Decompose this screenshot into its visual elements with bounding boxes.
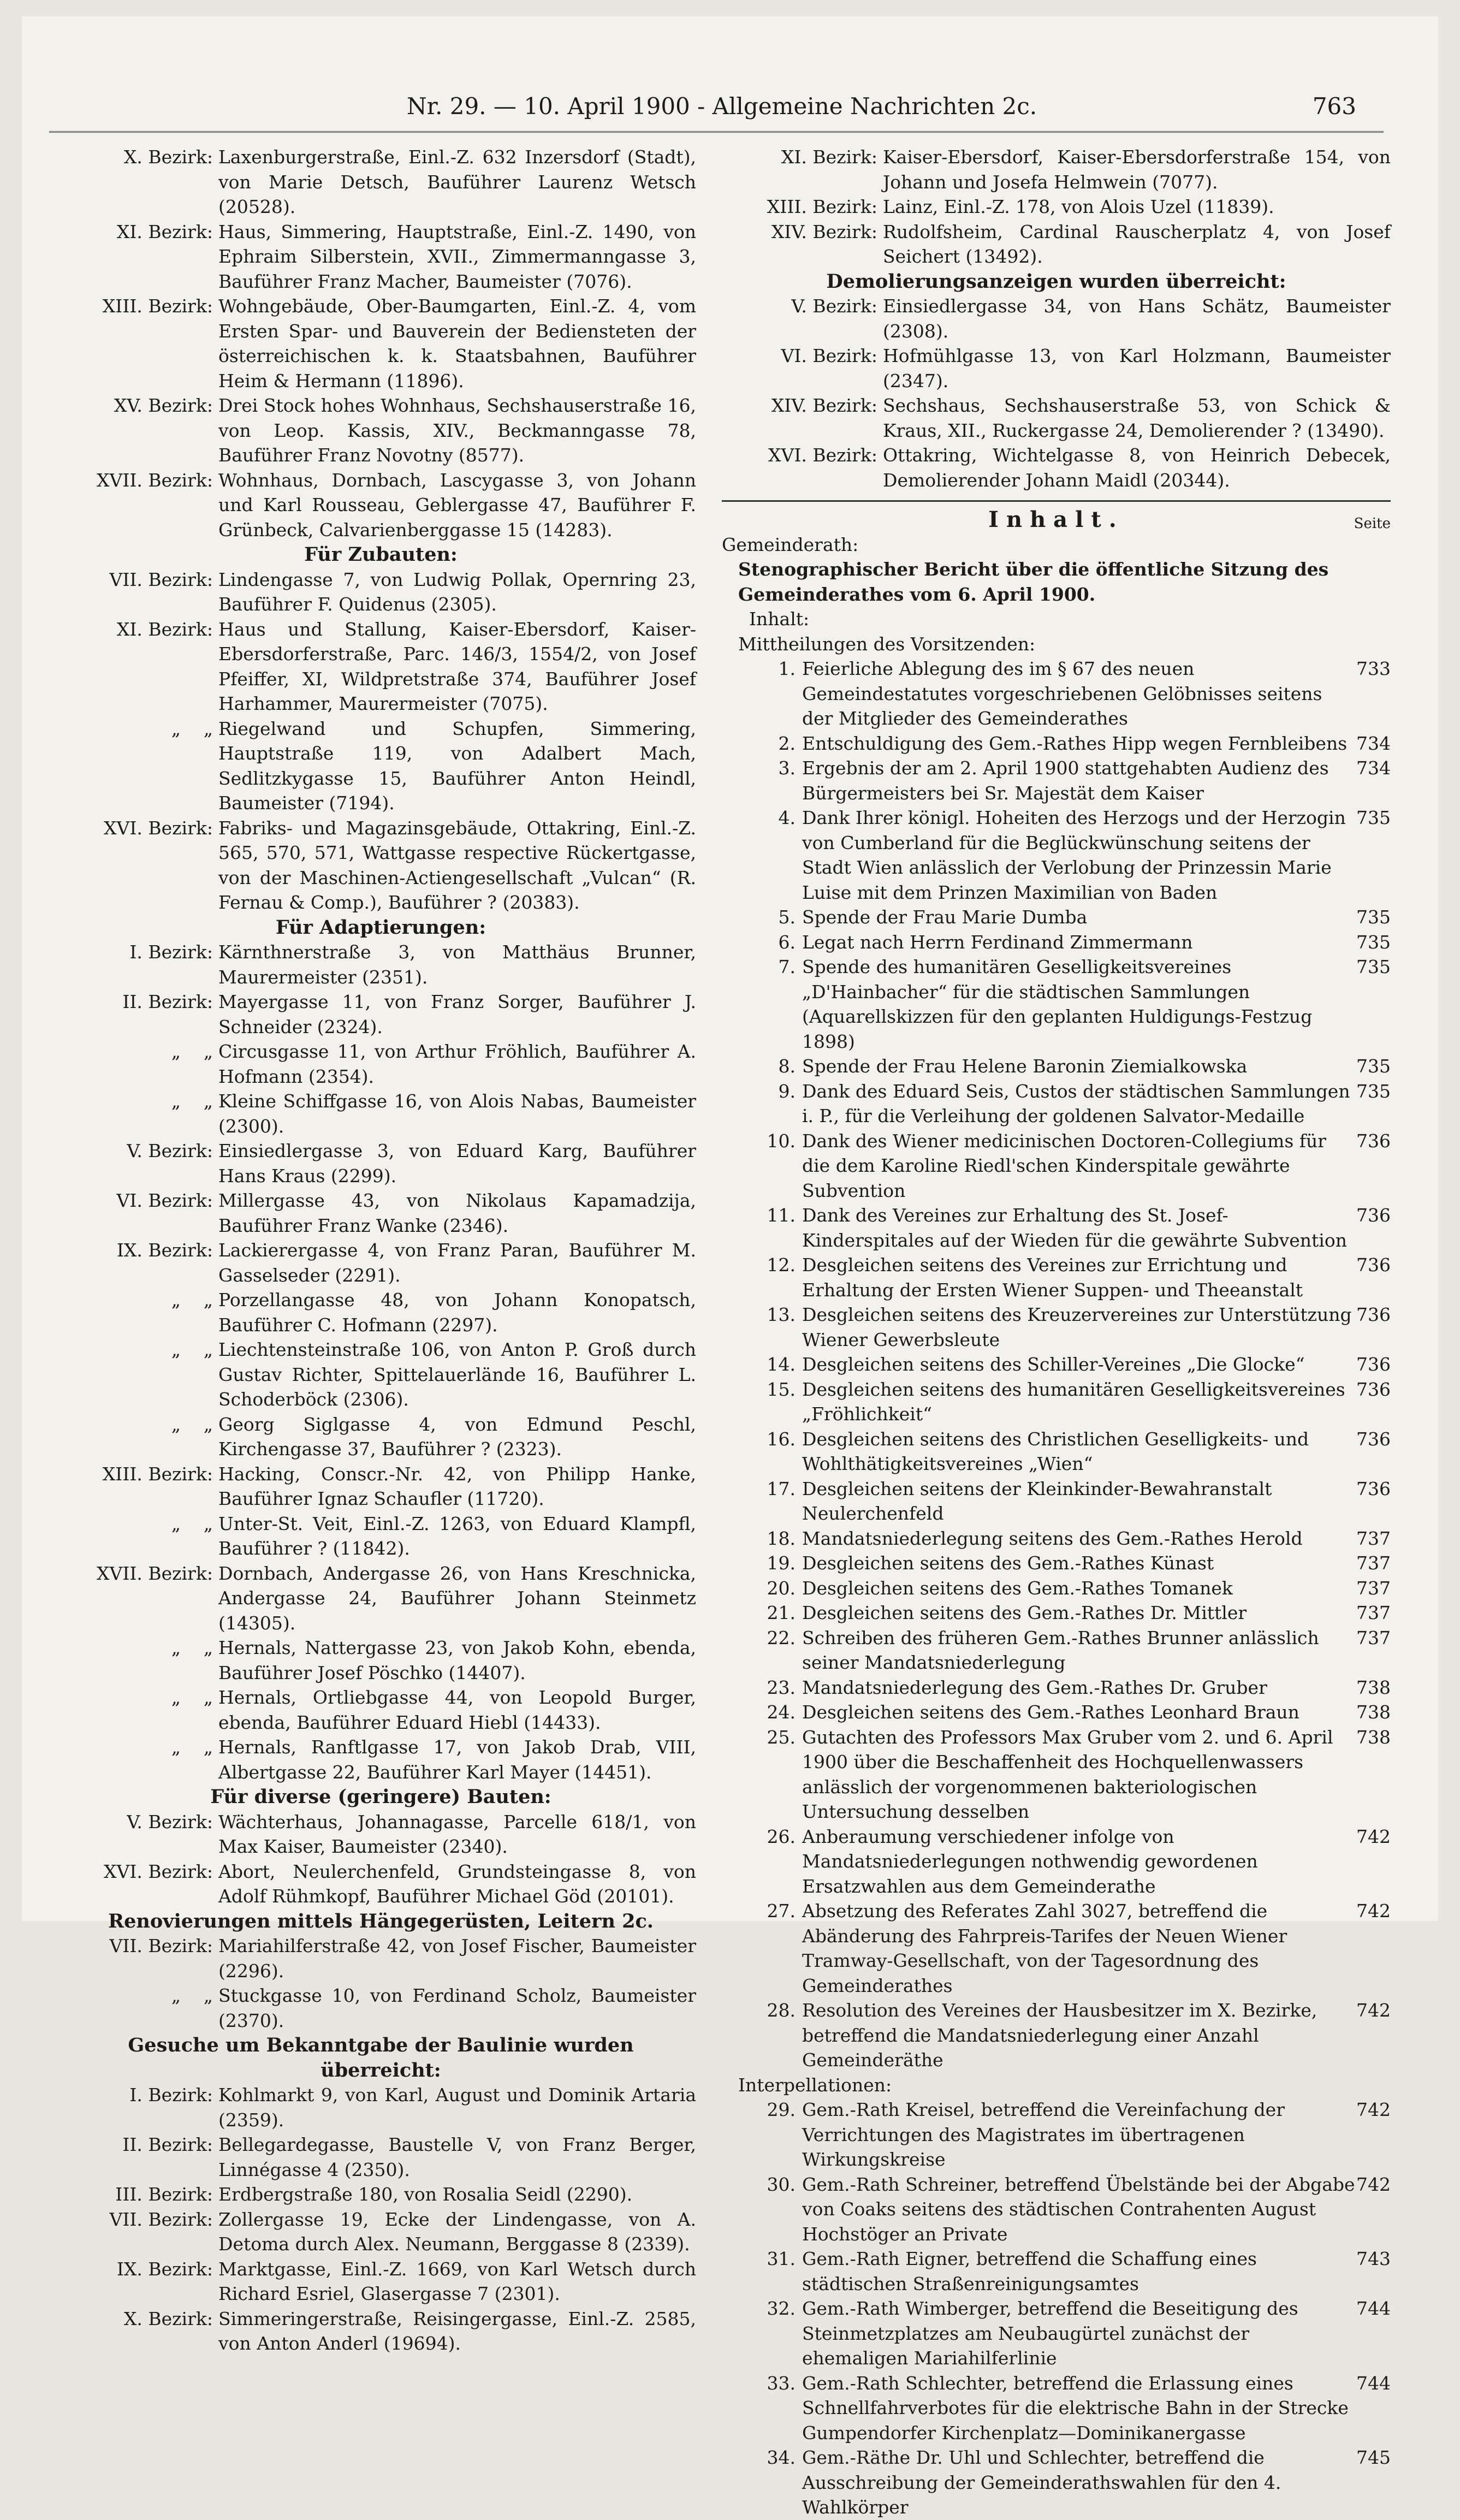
item-text: Entschuldigung des Gem.-Rathes Hipp wegen Fernbleibens — [802, 732, 1348, 754]
item-number: 4. — [778, 807, 796, 828]
contents-item — [722, 1352, 1391, 1377]
entry-text: Hofmühlgasse 13, von Karl Holzmann, Baumeister (2347). — [883, 345, 1391, 392]
item-text: Dank des Wiener medicinischen Doctoren-Collegiums für die dem Karoline Riedl'schen Kinderspitale gewährte Subvention — [802, 1130, 1326, 1201]
item-text: Desgleichen seitens des Gem.-Rathes Künast — [802, 1552, 1214, 1574]
item-number: 17. — [767, 1478, 796, 1499]
item-text: Desgleichen seitens des Gem.-Rathes Dr. Mittler — [802, 1602, 1247, 1623]
item-number: 25. — [767, 1726, 796, 1748]
item-number: 18. — [767, 1527, 796, 1549]
item-number: 20. — [767, 1577, 796, 1599]
district-entry — [66, 940, 696, 989]
item-page: 744 — [1356, 2372, 1391, 2394]
district-label: „ „ — [171, 1637, 213, 1658]
district-label: „ „ — [171, 1090, 213, 1112]
district-label: V. Bezirk: — [127, 1140, 213, 1161]
entry-text: Lackierergasse 4, von Franz Paran, Bauführer M. Gasselseder (2291). — [218, 1240, 696, 1286]
district-entry — [722, 220, 1391, 269]
item-text: Gem.-Rath Schreiner, betreffend Übelstände bei der Abgabe von Coaks seitens des städtischen Contrahenten August Hochstöger an Private — [802, 2173, 1355, 2245]
district-label: X. Bezirk: — [123, 2308, 213, 2329]
item-text: Gem.-Rath Eigner, betreffend die Schaffung eines städtischen Straßenreinigungsamtes — [802, 2248, 1257, 2294]
contents-item — [722, 905, 1391, 930]
item-number: 19. — [767, 1552, 796, 1574]
contents-item — [722, 2172, 1391, 2247]
contents-list-a — [722, 656, 1391, 2073]
contents-item — [722, 1998, 1391, 2073]
contents-header — [722, 507, 1391, 532]
item-page: 735 — [1356, 807, 1391, 828]
item-text: Gem.-Rath Kreisel, betreffend die Vereinfachung der Verrichtungen des Magistrates im übertragenen Wirkungskreise — [802, 2099, 1285, 2170]
item-number: 24. — [767, 1701, 796, 1723]
district-entry — [722, 343, 1391, 393]
item-number: 15. — [767, 1378, 796, 1400]
item-text: Schreiben des früheren Gem.-Rathes Brunner anlässlich seiner Mandatsniederlegung — [802, 1627, 1319, 1673]
item-page: 744 — [1356, 2298, 1391, 2319]
item-number: 8. — [778, 1056, 796, 1077]
district-entry — [66, 393, 696, 468]
item-number: 3. — [778, 757, 796, 779]
district-entry — [722, 194, 1391, 220]
contents-item — [722, 1129, 1391, 1203]
contents-item — [722, 656, 1391, 731]
item-number: 23. — [767, 1676, 796, 1698]
item-number: 10. — [767, 1130, 796, 1152]
item-number: 6. — [778, 931, 796, 953]
district-entry — [66, 1337, 696, 1412]
entry-text: Kohlmarkt 9, von Karl, August und Dominik Artaria (2359). — [218, 2084, 696, 2131]
item-page: 735 — [1356, 1056, 1391, 1077]
item-text: Gem.-Rath Wimberger, betreffend die Beseitigung des Steinmetzplatzes am Neubaugürtel zunächst der ehemaligen Mariahilferlinie — [802, 2298, 1298, 2369]
district-entry — [66, 2257, 696, 2306]
item-page: 737 — [1356, 1602, 1391, 1623]
entry-text: Laxenburgerstraße, Einl.-Z. 632 Inzersdorf (Stadt), von Marie Detsch, Bauführer Laurenz Wetsch (20528). — [218, 146, 696, 217]
item-page: 742 — [1356, 2173, 1391, 2195]
district-entry — [66, 1859, 696, 1909]
district-entry — [66, 2083, 696, 2132]
item-page: 736 — [1356, 1428, 1391, 1450]
item-page: 743 — [1356, 2248, 1391, 2269]
item-page: 742 — [1356, 1825, 1391, 1847]
contents-item — [722, 1700, 1391, 1725]
item-number: 9. — [778, 1080, 796, 1102]
item-page: 736 — [1356, 1254, 1391, 1276]
newspaper-page — [22, 16, 1438, 2518]
section-heading: Für diverse (geringere) Bauten: — [210, 1786, 551, 1808]
entry-text: Hacking, Conscr.-Nr. 42, von Philipp Hanke, Bauführer Ignaz Schaufler (11720). — [218, 1463, 696, 1509]
item-number: 31. — [767, 2248, 796, 2269]
item-text: Desgleichen seitens der Kleinkinder-Bewahranstalt Neulerchenfeld — [802, 1478, 1272, 1524]
item-number: 34. — [767, 2447, 796, 2468]
entry-text: Haus, Simmering, Hauptstraße, Einl.-Z. 1490, von Ephraim Silberstein, XVII., Zimmermanngasse 3, Bauführer Franz Macher, Baumeister (7076). — [218, 221, 696, 292]
item-page: 738 — [1356, 1676, 1391, 1698]
item-page: 733 — [1356, 658, 1391, 679]
contents-item — [722, 930, 1391, 955]
contents-item — [722, 1824, 1391, 1899]
district-label: XIV. Bezirk: — [771, 395, 877, 416]
section-heading: Demolierungsanzeigen wurden überreicht: — [826, 270, 1286, 293]
district-entry — [722, 393, 1391, 443]
item-number: 29. — [767, 2099, 796, 2120]
page-header — [87, 93, 1356, 137]
entry-text: Lindengasse 7, von Ludwig Pollak, Opernring 23, Bauführer F. Quidenus (2305). — [218, 568, 696, 615]
item-page: 742 — [1356, 2000, 1391, 2021]
item-page: 735 — [1356, 1080, 1391, 1102]
district-label: V. Bezirk: — [791, 295, 877, 317]
item-number: 33. — [767, 2372, 796, 2394]
right-top-entries — [722, 145, 1391, 493]
district-label: XI. Bezirk: — [781, 146, 877, 168]
item-number: 27. — [767, 1900, 796, 1922]
district-label: VI. Bezirk: — [781, 345, 877, 366]
entry-text: Wohnhaus, Dornbach, Lascygasse 3, von Johann und Karl Rousseau, Geblergasse 47, Bauführer F. Grünbeck, Calvarienberggasse 15 (14283). — [218, 469, 696, 541]
entry-text: Erdbergstraße 180, von Rosalia Seidl (2290). — [218, 2184, 633, 2205]
contents-separator — [722, 500, 1391, 502]
item-number: 5. — [778, 906, 796, 928]
item-page: 735 — [1356, 931, 1391, 953]
district-entry — [66, 145, 696, 220]
entry-text: Lainz, Einl.-Z. 178, von Alois Uzel (11839). — [883, 196, 1274, 217]
district-entry — [66, 816, 696, 915]
item-page: 736 — [1356, 1205, 1391, 1226]
entry-text: Marktgasse, Einl.-Z. 1669, von Karl Wetsch durch Richard Esriel, Glasergasse 7 (2301). — [218, 2258, 696, 2304]
entry-text: Bellegardegasse, Baustelle V, von Franz Berger, Linnégasse 4 (2350). — [218, 2134, 696, 2180]
contents-item — [722, 1675, 1391, 1700]
district-label: XI. Bezirk: — [116, 221, 213, 242]
district-entry — [722, 294, 1391, 343]
item-text: Desgleichen seitens des Christlichen Geselligkeits- und Wohlthätigkeitsvereines „Wien“ — [802, 1428, 1309, 1474]
district-label: XIII. Bezirk: — [102, 295, 213, 317]
contents-item — [722, 1576, 1391, 1601]
district-label: IX. Bezirk: — [116, 2258, 213, 2280]
district-label: XIV. Bezirk: — [771, 221, 877, 242]
contents-item — [722, 1526, 1391, 1551]
item-text: Gem.-Rath Schlechter, betreffend die Erlassung eines Schnellfahrverbotes für die elektrische Bahn in der Strecke Gumpendorfer Kirchenplatz—Dominikanergasse — [802, 2372, 1349, 2444]
item-page: 745 — [1356, 2447, 1391, 2468]
district-entry — [66, 2306, 696, 2356]
district-label: I. Bezirk: — [129, 2084, 213, 2106]
item-number: 22. — [767, 1627, 796, 1649]
district-label: XI. Bezirk: — [116, 618, 213, 640]
contents-item — [722, 1377, 1391, 1427]
district-label: XVI. Bezirk: — [768, 444, 877, 466]
entry-text: Georg Siglgasse 4, von Edmund Peschl, Kirchengasse 37, Bauführer ? (2323). — [218, 1413, 696, 1460]
gemeinderath-label: Gemeinderath: — [722, 533, 859, 555]
district-label: VI. Bezirk: — [116, 1190, 213, 1211]
contents-item — [722, 954, 1391, 1054]
entry-text: Kleine Schiffgasse 16, von Alois Nabas, Baumeister (2300). — [218, 1090, 696, 1137]
item-page: 742 — [1356, 2099, 1391, 2120]
item-number: 16. — [767, 1428, 796, 1450]
district-entry — [66, 567, 696, 617]
entry-text: Mariahilferstraße 42, von Josef Fischer, Baumeister (2296). — [218, 1935, 696, 1982]
district-entry — [66, 989, 696, 1039]
district-entry — [66, 1412, 696, 1462]
contents-item — [722, 1427, 1391, 1477]
entry-text: Drei Stock hohes Wohnhaus, Sechshauserstraße 16, von Leop. Kassis, XIV., Beckmanngasse 78, Bauführer Franz Novotny (8577). — [218, 395, 696, 466]
district-label: XV. Bezirk: — [114, 395, 213, 416]
contents-item — [722, 805, 1391, 905]
item-number: 13. — [767, 1304, 796, 1325]
district-entry — [66, 617, 696, 716]
district-entry — [66, 1089, 696, 1139]
bericht-title: Stenographischer Bericht über die öffentliche Sitzung des Gemeinderathes vom 6. April 1900. — [738, 559, 1329, 605]
district-entry — [66, 1561, 696, 1636]
district-label: „ „ — [171, 718, 213, 739]
item-page: 734 — [1356, 757, 1391, 779]
section-heading: Gesuche um Bekanntgabe der Baulinie wurden überreicht: — [128, 2034, 634, 2082]
district-entry — [66, 1934, 696, 1983]
item-page: 736 — [1356, 1378, 1391, 1400]
contents-item — [722, 2296, 1391, 2371]
item-page: 738 — [1356, 1701, 1391, 1723]
district-label: III. Bezirk: — [115, 2184, 213, 2205]
entry-text: Abort, Neulerchenfeld, Grundsteingasse 8, von Adolf Rühmkopf, Bauführer Michael Göd (20101). — [218, 1860, 696, 1907]
entry-text: Kaiser-Ebersdorf, Kaiser-Ebersdorferstraße 154, von Johann und Josefa Helmwein (7077). — [883, 146, 1391, 193]
item-page: 737 — [1356, 1527, 1391, 1549]
item-number: 28. — [767, 2000, 796, 2021]
item-number: 2. — [778, 732, 796, 754]
item-page: 736 — [1356, 1478, 1391, 1499]
entry-text: Circusgasse 11, von Arthur Fröhlich, Bauführer A. Hofmann (2354). — [218, 1041, 696, 1087]
entry-text: Wohngebäude, Ober-Baumgarten, Einl.-Z. 4, vom Ersten Spar- und Bauverein der Bediensteten der österreichischen k. k. Staatsbahnen, Bauführer Heim & Hermann (11896). — [218, 295, 696, 392]
page-number: 763 — [1312, 93, 1356, 120]
item-text: Absetzung des Referates Zahl 3027, betreffend die Abänderung des Fahrpreis-Tarifes der Neuen Wiener Tramway-Gesellschaft, von der Tagesordnung des Gemeinderathes — [802, 1900, 1287, 1996]
contents-item — [722, 1626, 1391, 1675]
district-entry — [66, 1288, 696, 1337]
item-text: Dank des Eduard Seis, Custos der städtischen Sammlungen i. P., für die Verleihung der goldenen Salvator-Medaille — [802, 1080, 1350, 1126]
entry-text: Liechtensteinstraße 106, von Anton P. Groß durch Gustav Richter, Spittelauerlände 16, Bauführer L. Schoderböck (2306). — [218, 1339, 696, 1410]
district-label: VII. Bezirk: — [109, 2208, 213, 2230]
district-entry — [66, 2207, 696, 2257]
item-number: 30. — [767, 2173, 796, 2195]
item-text: Desgleichen seitens des Vereines zur Errichtung und Erhaltung der Ersten Wiener Suppen- und Theeanstalt — [802, 1254, 1303, 1301]
entry-text: Dornbach, Andergasse 26, von Hans Kreschnicka, Andergasse 24, Bauführer Johann Steinmetz (14305). — [218, 1562, 696, 1634]
right-column — [722, 145, 1391, 2520]
item-text: Spende der Frau Marie Dumba — [802, 906, 1088, 928]
item-number: 12. — [767, 1254, 796, 1276]
entry-text: Rudolfsheim, Cardinal Rauscherplatz 4, von Josef Seichert (13492). — [883, 221, 1391, 267]
district-label: XIII. Bezirk: — [767, 196, 877, 217]
entry-text: Zollergasse 19, Ecke der Lindengasse, von A. Detoma durch Alex. Neumann, Berggasse 8 (2339). — [218, 2208, 696, 2255]
entry-text: Ottakring, Wichtelgasse 8, von Heinrich Debecek, Demolierender Johann Maidl (20344). — [883, 444, 1391, 491]
item-number: 32. — [767, 2298, 796, 2319]
contents-item — [722, 1054, 1391, 1079]
contents-item — [722, 1079, 1391, 1129]
item-page: 737 — [1356, 1552, 1391, 1574]
district-entry — [66, 1511, 696, 1561]
district-entry — [66, 1039, 696, 1089]
district-label: XVI. Bezirk: — [104, 817, 213, 839]
entry-text: Millergasse 43, von Nikolaus Kapamadzija, Bauführer Franz Wanke (2346). — [218, 1190, 696, 1236]
district-label: XVI. Bezirk: — [104, 1860, 213, 1882]
district-label: II. Bezirk: — [122, 991, 213, 1012]
item-page: 735 — [1356, 956, 1391, 977]
district-label: „ „ — [171, 1339, 213, 1360]
district-label: II. Bezirk: — [122, 2134, 213, 2155]
entry-text: Hernals, Ortliebgasse 44, von Leopold Burger, ebenda, Bauführer Eduard Hiebl (14433). — [218, 1687, 696, 1733]
district-entry — [66, 1188, 696, 1238]
item-text: Anberaumung verschiedener infolge von Mandatsniederlegungen nothwendig gewordenen Ersatzwahlen aus dem Gemeinderathe — [802, 1825, 1258, 1897]
district-entry — [66, 1810, 696, 1859]
contents-item — [722, 2246, 1391, 2296]
contents-title: Inhalt. — [988, 507, 1124, 532]
entry-text: Wächterhaus, Johannagasse, Parcelle 618/1, von Max Kaiser, Baumeister (2340). — [218, 1811, 696, 1857]
district-label: „ „ — [171, 1687, 213, 1708]
district-entry — [66, 1139, 696, 1188]
item-text: Legat nach Herrn Ferdinand Zimmermann — [802, 931, 1193, 953]
item-text: Ergebnis der am 2. April 1900 stattgehabten Audienz des Bürgermeisters bei Sr. Majestät dem Kaiser — [802, 757, 1329, 804]
district-label: „ „ — [171, 1513, 213, 1534]
item-page: 736 — [1356, 1130, 1391, 1152]
entry-text: Einsiedlergasse 3, von Eduard Karg, Bauführer Hans Kraus (2299). — [218, 1140, 696, 1187]
item-text: Dank des Vereines zur Erhaltung des St. Josef-Kinderspitales auf der Wieden für die gewährte Subvention — [802, 1205, 1347, 1251]
district-entry — [66, 2182, 696, 2207]
contents-item — [722, 2097, 1391, 2172]
district-entry — [66, 2132, 696, 2182]
item-page: 736 — [1356, 1304, 1391, 1325]
district-label: XIII. Bezirk: — [102, 1463, 213, 1485]
contents-item — [722, 1477, 1391, 1526]
district-label: VII. Bezirk: — [109, 568, 213, 590]
item-text: Dank Ihrer königl. Hoheiten des Herzogs und der Herzogin von Cumberland für die Beglückwünschung seitens der Stadt Wien anlässlich der Verlobung der Prinzessin Marie Luise mit dem Prinzen Maximilian von Baden — [802, 807, 1346, 903]
item-text: Resolution des Vereines der Hausbesitzer im X. Bezirke, betreffend die Mandatsniederlegung einer Anzahl Gemeinderäthe — [802, 2000, 1317, 2071]
header-rule — [49, 131, 1384, 133]
district-entry — [66, 1685, 696, 1735]
item-text: Desgleichen seitens des humanitären Geselligkeitsvereines „Fröhlichkeit“ — [802, 1378, 1345, 1425]
contents-item — [722, 2371, 1391, 2446]
contents-item — [722, 1551, 1391, 1576]
item-number: 1. — [778, 658, 796, 679]
item-number: 11. — [767, 1205, 796, 1226]
item-text: Feierliche Ablegung des im § 67 des neuen Gemeindestatutes vorgeschriebenen Gelöbnisses seitens der Mitglieder des Gemeinderathes — [802, 658, 1322, 729]
item-page: 737 — [1356, 1577, 1391, 1599]
entry-text: Riegelwand und Schupfen, Simmering, Hauptstraße 119, von Adalbert Mach, Sedlitzkygasse 15, Bauführer Anton Heindl, Baumeister (7194). — [218, 718, 696, 814]
district-label: I. Bezirk: — [129, 941, 213, 963]
contents-item — [722, 756, 1391, 805]
district-label: „ „ — [171, 1736, 213, 1758]
district-entry — [66, 1635, 696, 1685]
item-text: Mandatsniederlegung seitens des Gem.-Rathes Herold — [802, 1527, 1303, 1549]
item-text: Gem.-Räthe Dr. Uhl und Schlechter, betreffend die Ausschreibung der Gemeinderathswahlen für den 4. Wahlkörper — [802, 2447, 1281, 2518]
contents-item — [722, 2445, 1391, 2520]
district-entry — [722, 443, 1391, 493]
district-label: VII. Bezirk: — [109, 1935, 213, 1956]
entry-text: Kärnthnerstraße 3, von Matthäus Brunner, Maurermeister (2351). — [218, 941, 696, 988]
contents-item — [722, 1600, 1391, 1626]
item-text: Desgleichen seitens des Gem.-Rathes Tomanek — [802, 1577, 1233, 1599]
item-page: 737 — [1356, 1627, 1391, 1649]
entry-text: Haus und Stallung, Kaiser-Ebersdorf, Kaiser-Ebersdorferstraße, Parc. 146/3, 1554/2, von Josef Pfeiffer, XI, Wildpretstraße 374, Bauführer Josef Harhammer, Maurermeister (7075). — [218, 618, 696, 714]
left-column — [66, 145, 696, 2356]
contents-list-b — [722, 2097, 1391, 2520]
contents-item — [722, 1253, 1391, 1302]
entry-text: Einsiedlergasse 34, von Hans Schätz, Baumeister (2308). — [883, 295, 1391, 342]
entry-text: Unter-St. Veit, Einl.-Z. 1263, von Eduard Klampfl, Bauführer ? (11842). — [218, 1513, 696, 1559]
contents-item — [722, 731, 1391, 756]
district-entry — [722, 145, 1391, 194]
contents-item — [722, 1899, 1391, 1998]
interpellationen-label: Interpellationen: — [738, 2074, 892, 2096]
header-title: Nr. 29. — 10. April 1900 - Allgemeine Nachrichten 2c. — [406, 93, 1037, 120]
district-label: IX. Bezirk: — [116, 1240, 213, 1261]
district-entry — [66, 294, 696, 393]
district-label: XVII. Bezirk: — [97, 469, 213, 491]
item-text: Spende der Frau Helene Baronin Ziemialkowska — [802, 1056, 1248, 1077]
contents-item — [722, 1302, 1391, 1352]
district-entry — [66, 220, 696, 294]
entry-text: Hernals, Ranftlgasse 17, von Jakob Drab, VIII, Albertgasse 22, Bauführer Karl Mayer (14451). — [218, 1736, 696, 1783]
item-text: Spende des humanitären Geselligkeitsvereines „D'Hainbacher“ für die städtischen Sammlungen (Aquarellskizzen für den geplanten Huldigungs-Festzug 1898) — [802, 956, 1313, 1052]
district-entry — [66, 716, 696, 816]
district-entry — [66, 1238, 696, 1288]
district-label: XVII. Bezirk: — [97, 1562, 213, 1584]
district-entry — [66, 1462, 696, 1511]
district-entry — [66, 468, 696, 543]
item-page: 738 — [1356, 1726, 1391, 1748]
entry-text: Porzellangasse 48, von Johann Konopatsch, Bauführer C. Hofmann (2297). — [218, 1289, 696, 1336]
item-number: 7. — [778, 956, 796, 977]
district-label: „ „ — [171, 1985, 213, 2006]
entry-text: Sechshaus, Sechshauserstraße 53, von Schick & Kraus, XII., Ruckergasse 24, Demolierender ? (13490). — [883, 395, 1391, 441]
contents-item — [722, 1203, 1391, 1253]
contents-item — [722, 1725, 1391, 1824]
entry-text: Simmeringerstraße, Reisingergasse, Einl.-Z. 2585, von Anton Anderl (19694). — [218, 2308, 696, 2354]
item-page: 736 — [1356, 1354, 1391, 1375]
seite-label: Seite — [1354, 515, 1391, 532]
item-number: 26. — [767, 1825, 796, 1847]
item-page: 734 — [1356, 732, 1391, 754]
district-entry — [66, 1735, 696, 1784]
item-text: Desgleichen seitens des Kreuzervereines zur Unterstützung Wiener Gewerbsleute — [802, 1304, 1352, 1350]
district-label: V. Bezirk: — [127, 1811, 213, 1833]
section-heading: Für Zubauten: — [304, 543, 458, 566]
district-label: „ „ — [171, 1289, 213, 1311]
item-page: 742 — [1356, 1900, 1391, 1922]
mitteilungen-label: Mittheilungen des Vorsitzenden: — [738, 633, 1036, 655]
district-label: „ „ — [171, 1041, 213, 1062]
item-text: Mandatsniederlegung des Gem.-Rathes Dr. Gruber — [802, 1676, 1267, 1698]
item-page: 735 — [1356, 906, 1391, 928]
entry-text: Fabriks- und Magazinsgebäude, Ottakring, Einl.-Z. 565, 570, 571, Wattgasse respective Rückertgasse, von der Maschinen-Actiengesellschaft „Vulcan“ (R. Fernau & Comp.), Bauführer ? (20383). — [218, 817, 696, 913]
item-text: Desgleichen seitens des Schiller-Vereines „Die Glocke“ — [802, 1354, 1305, 1375]
entry-text: Hernals, Nattergasse 23, von Jakob Kohn, ebenda, Bauführer Josef Pöschko (14407). — [218, 1637, 696, 1683]
inhalt-label: Inhalt: — [749, 608, 810, 630]
section-heading: Renovierungen mittels Hängegerüsten, Leitern 2c. — [108, 1910, 654, 1932]
district-label: X. Bezirk: — [123, 146, 213, 168]
district-label: „ „ — [171, 1413, 213, 1435]
item-text: Desgleichen seitens des Gem.-Rathes Leonhard Braun — [802, 1701, 1299, 1723]
section-heading: Für Adaptierungen: — [275, 916, 486, 939]
item-number: 21. — [767, 1602, 796, 1623]
entry-text: Mayergasse 11, von Franz Sorger, Bauführer J. Schneider (2324). — [218, 991, 696, 1037]
item-text: Gutachten des Professors Max Gruber vom 2. und 6. April 1900 über die Beschaffenheit des Hochquellenwassers anlässlich der vorgenommenen bakteriologischen Untersuchung desselben — [802, 1726, 1333, 1822]
entry-text: Stuckgasse 10, von Ferdinand Scholz, Baumeister (2370). — [218, 1985, 696, 2031]
item-number: 14. — [767, 1354, 796, 1375]
district-entry — [66, 1983, 696, 2033]
